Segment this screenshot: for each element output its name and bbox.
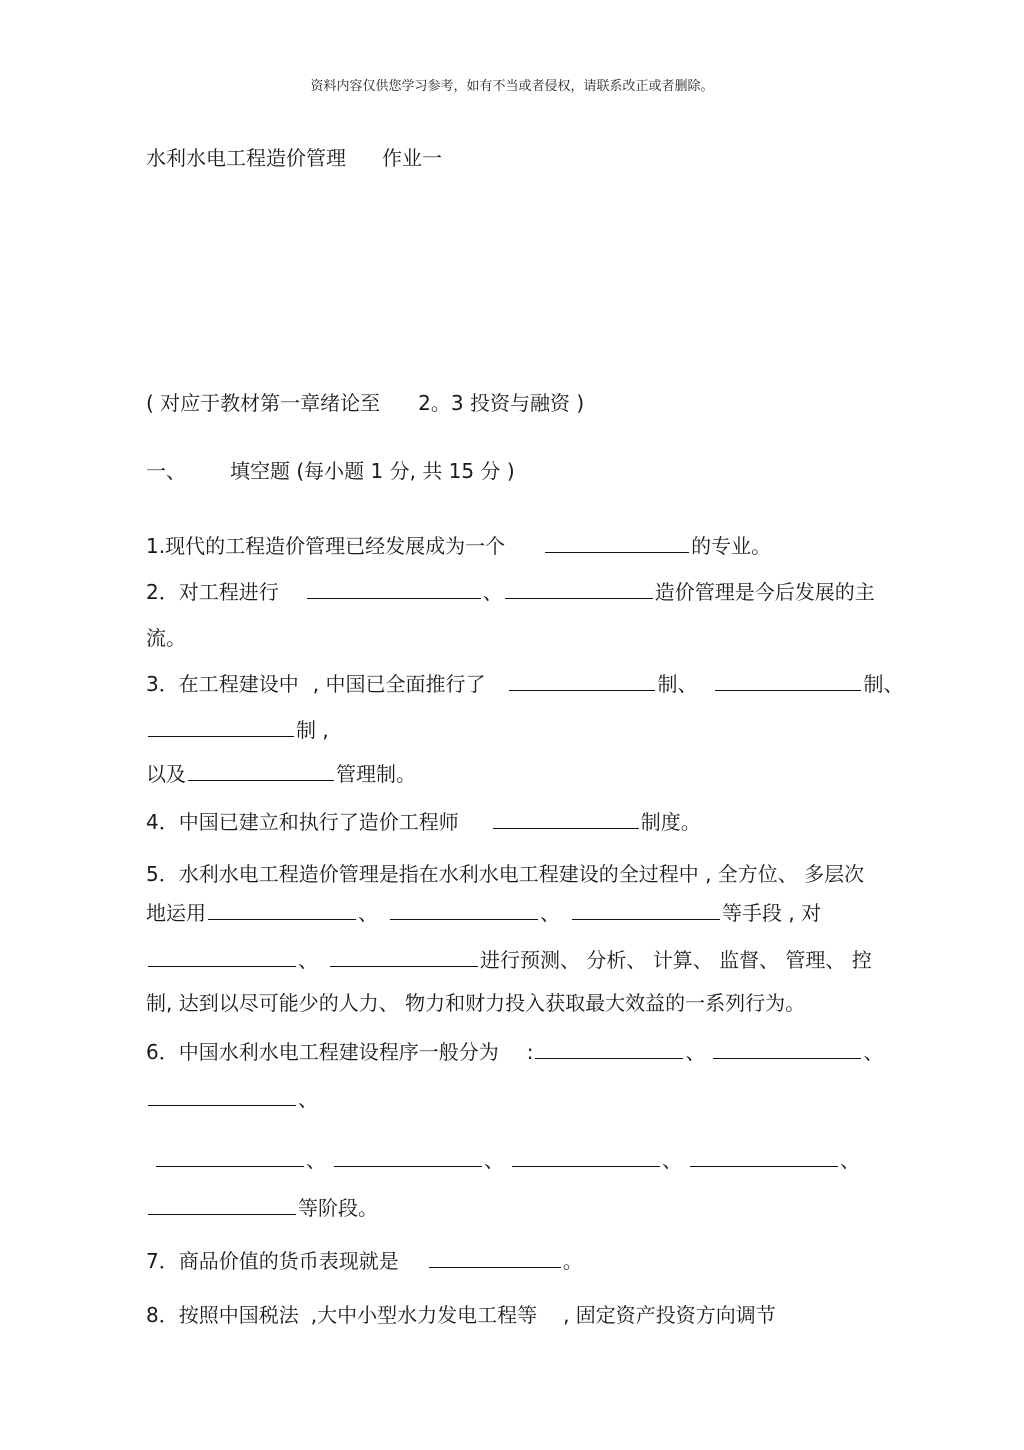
question-6-cont-3 [146, 1192, 378, 1221]
q3-suffix-3: 制 , [296, 718, 329, 742]
answer-blank[interactable] [156, 1146, 304, 1167]
answer-blank[interactable] [334, 1146, 482, 1167]
question-5-cont-3 [146, 987, 805, 1016]
q1-suffix: 的专业。 [691, 534, 772, 558]
q5-text-5: 制, 达到以尽可能少的人力、 物力和财力投入获取最大效益的一系列行为。 [146, 991, 806, 1015]
question-3-cont-1 [146, 714, 329, 743]
q5-text-2: 地运用 [146, 901, 206, 925]
answer-blank[interactable] [429, 1247, 561, 1268]
question-3 [146, 668, 903, 697]
subtitle-part2: 2。3 投资与融资 ) [418, 391, 585, 415]
q5-text-4: 进行预测、 分析、 计算、 监督、 管理、 控 [480, 948, 872, 972]
q4-suffix: 制度。 [640, 810, 701, 834]
q7-suffix: 。 [562, 1249, 583, 1273]
question-6 [146, 1036, 883, 1065]
answer-blank[interactable] [512, 1146, 660, 1167]
q6-colon: : [526, 1040, 534, 1064]
q5-text-3: 等手段 , 对 [722, 901, 822, 925]
answer-blank[interactable] [572, 899, 720, 920]
question-2-cont [146, 622, 186, 651]
separator: 、 [298, 1087, 318, 1111]
separator: 、 [484, 1148, 504, 1172]
answer-blank[interactable] [690, 1146, 838, 1167]
question-2 [146, 576, 875, 605]
question-3-cont-2 [146, 758, 416, 787]
answer-blank[interactable] [208, 899, 356, 920]
q3-text-3: 以及 [146, 762, 186, 786]
answer-blank[interactable] [509, 670, 655, 691]
separator: 、 [840, 1148, 860, 1172]
answer-blank[interactable] [148, 1085, 296, 1106]
separator: 、 [685, 1040, 706, 1064]
answer-blank[interactable] [148, 1194, 296, 1215]
question-6-cont-2 [154, 1144, 860, 1173]
answer-blank[interactable] [148, 946, 296, 967]
separator: 、 [306, 1148, 326, 1172]
document-header-notice: 资料内容仅供您学习参考，如有不当或者侵权，请联系改正或者删除。 [310, 79, 714, 94]
title-main: 水利水电工程造价管理 [146, 146, 346, 170]
separator: 、 [662, 1148, 682, 1172]
q7-text: 7．商品价值的货币表现就是 [146, 1249, 399, 1273]
separator: 、 [298, 948, 318, 972]
answer-blank[interactable] [390, 899, 538, 920]
answer-blank[interactable] [545, 532, 689, 553]
q8-text-2: ,大中小型水力发电工程等 [310, 1303, 538, 1327]
q2-continuation: 流。 [146, 626, 186, 650]
q3-suffix-1: 制、 [657, 672, 698, 696]
question-5-cont-2 [146, 944, 872, 973]
title-suffix: 作业一 [382, 146, 442, 170]
answer-blank[interactable] [715, 670, 861, 691]
q8-text: 8．按照中国税法 [146, 1303, 299, 1327]
q3-text: 3．在工程建设中 [146, 672, 299, 696]
q8-text-3: , 固定资产投资方向调节 [563, 1303, 776, 1327]
answer-blank[interactable] [713, 1038, 861, 1059]
q1-text: 1.现代的工程造价管理已经发展成为一个 [146, 534, 506, 558]
answer-blank[interactable] [493, 808, 639, 829]
separator: 、 [863, 1040, 884, 1064]
section-heading [146, 455, 515, 484]
question-5 [146, 858, 864, 887]
section-text: 填空题 (每小题 1 分, 共 15 分 ) [230, 459, 515, 483]
answer-blank[interactable] [505, 578, 653, 599]
question-1 [146, 530, 771, 559]
subtitle-part1: ( 对应于教材第一章绪论至 [146, 391, 381, 415]
section-number: 一、 [146, 459, 186, 483]
q4-text: 4．中国已建立和执行了造价工程师 [146, 810, 459, 834]
q5-text: 5．水利水电工程造价管理是指在水利水电工程建设的全过程中 , 全方位、 多层次 [146, 862, 865, 886]
q3-suffix-4: 管理制。 [336, 762, 416, 786]
separator: 、 [540, 901, 560, 925]
answer-blank[interactable] [307, 578, 481, 599]
question-6-cont-1 [146, 1083, 318, 1112]
q3-text-2: , 中国已全面推行了 [312, 672, 486, 696]
q6-text: 6．中国水利水电工程建设程序一般分为 [146, 1040, 499, 1064]
q2-suffix: 造价管理是今后发展的主 [654, 580, 875, 604]
separator: 、 [358, 901, 378, 925]
question-4 [146, 806, 701, 835]
answer-blank[interactable] [148, 716, 294, 737]
page-title [146, 142, 442, 171]
separator: 、 [482, 580, 503, 604]
answer-blank[interactable] [535, 1038, 683, 1059]
question-5-cont-1 [146, 897, 821, 926]
q2-text: 2．对工程进行 [146, 580, 279, 604]
question-7 [146, 1245, 583, 1274]
q3-suffix-2: 制、 [863, 672, 904, 696]
answer-blank[interactable] [188, 760, 334, 781]
q6-suffix: 等阶段。 [298, 1196, 378, 1220]
answer-blank[interactable] [330, 946, 478, 967]
question-8 [146, 1299, 776, 1328]
subtitle [146, 387, 584, 416]
